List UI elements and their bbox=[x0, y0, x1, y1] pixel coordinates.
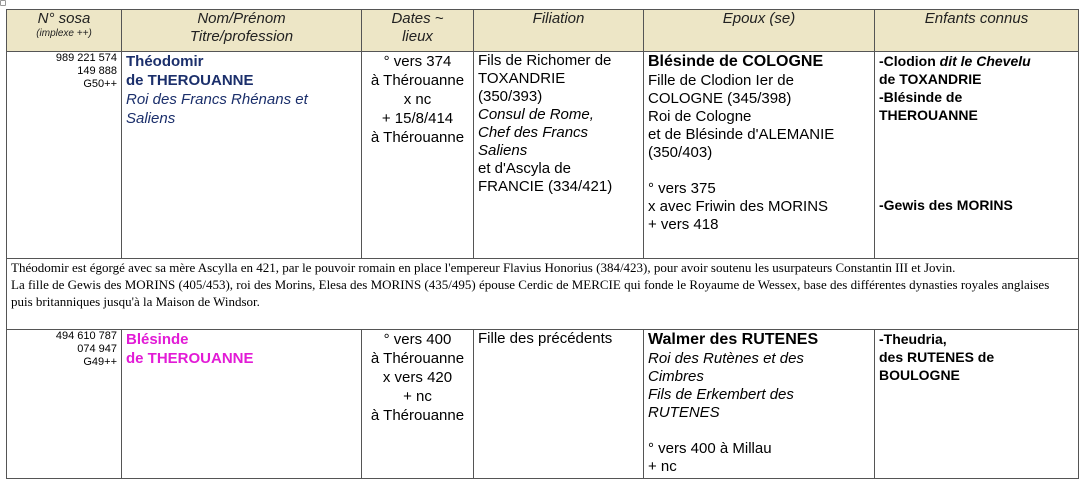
date-line: + 15/8/414 bbox=[381, 110, 454, 127]
header-epoux: Epoux (se) bbox=[644, 10, 875, 52]
spouse-line: + nc bbox=[648, 458, 677, 475]
spouse-name: Blésinde de COLOGNE bbox=[648, 53, 824, 70]
date-line: à Thérouanne bbox=[370, 350, 465, 367]
note-cell bbox=[7, 259, 1079, 330]
sosa-generation: G49++ bbox=[83, 356, 117, 368]
spouse-line: Fille de Clodion Ier de bbox=[648, 72, 794, 89]
date-line: ° vers 374 bbox=[383, 53, 452, 70]
dates-cell bbox=[362, 330, 474, 479]
filiation-line: Consul de Rome, bbox=[478, 106, 594, 123]
date-line: à Thérouanne bbox=[370, 407, 465, 424]
spouse-name: Walmer des RUTENES bbox=[648, 331, 819, 348]
spouse-line: et de Blésinde d'ALEMANIE bbox=[648, 126, 835, 143]
spouse-line: (350/403) bbox=[648, 144, 713, 161]
spouse-line: Cimbres bbox=[648, 368, 704, 385]
child-entry: THEROUANNE bbox=[879, 107, 978, 123]
table-anchor-marker bbox=[0, 0, 6, 6]
dates-cell bbox=[362, 52, 474, 259]
header-sosa: N° sosa (implexe ++) bbox=[7, 10, 122, 52]
header-enfants: Enfants connus bbox=[875, 10, 1079, 52]
filiation-line: TOXANDRIE bbox=[478, 70, 566, 87]
date-line: x nc bbox=[403, 91, 432, 108]
filiation-cell bbox=[474, 330, 644, 479]
name-cell bbox=[122, 330, 362, 479]
header-filiation: Filiation bbox=[474, 10, 644, 52]
spouse-line: Roi des Rutènes et des bbox=[648, 350, 804, 367]
note-paragraph: Théodomir est égorgé avec sa mère Ascylla en 421, par le pouvoir romain en place l'empereur Flavius Honorius (384/423), pour avoir soutenu les usurpateurs Constantin III et Jovin. bbox=[11, 260, 956, 275]
header-dates: Dates ~ lieux bbox=[362, 10, 474, 52]
spouse-line: Roi de Cologne bbox=[648, 108, 752, 125]
child-entry: de TOXANDRIE bbox=[879, 71, 982, 87]
sosa-number: 494 610 787 bbox=[55, 330, 117, 342]
note-paragraph: La fille de Gewis des MORINS (405/453), roi des Morins, Elesa des MORINS (435/495) épouse Cerdic de MERCIE qui fonde le Royaume de Wessex, base des différentes dynasties royales anglaises puis britanniques jusqu'à la Maison de Windsor. bbox=[11, 277, 1050, 309]
filiation-line: Fille des précédents bbox=[478, 330, 613, 347]
child-entry: des RUTENES de bbox=[879, 349, 995, 365]
enfants-cell bbox=[875, 52, 1079, 259]
date-line: x vers 420 bbox=[382, 369, 453, 386]
sosa-number: 149 888 bbox=[77, 65, 117, 77]
spouse-line: COLOGNE (345/398) bbox=[648, 90, 792, 107]
sosa-generation: G50++ bbox=[83, 78, 117, 90]
spouse-line: Fils de Erkembert des bbox=[648, 386, 794, 403]
genealogy-table bbox=[6, 9, 1079, 479]
spouse-line: ° vers 400 à Millau bbox=[648, 440, 772, 457]
enfants-cell bbox=[875, 330, 1079, 479]
date-line: + nc bbox=[403, 388, 432, 405]
sosa-number: 074 947 bbox=[77, 343, 117, 355]
table-row bbox=[7, 330, 1079, 479]
person-name: Théodomir bbox=[126, 53, 204, 70]
epoux-cell bbox=[644, 52, 875, 259]
table-row bbox=[7, 52, 1079, 259]
date-line: à Thérouanne bbox=[370, 72, 465, 89]
filiation-line: FRANCIE (334/421) bbox=[478, 178, 613, 195]
child-entry: BOULOGNE bbox=[879, 367, 960, 383]
note-row bbox=[7, 259, 1079, 330]
filiation-line: Fils de Richomer de bbox=[478, 52, 612, 69]
header-name: Nom/Prénom Titre/profession bbox=[122, 10, 362, 52]
sosa-cell bbox=[7, 330, 122, 479]
header-row bbox=[7, 10, 1079, 52]
sosa-number: 989 221 574 bbox=[55, 52, 117, 64]
child-entry: -Gewis des MORINS bbox=[879, 197, 1013, 213]
filiation-cell bbox=[474, 52, 644, 259]
epoux-cell bbox=[644, 330, 875, 479]
date-line: ° vers 400 bbox=[383, 331, 452, 348]
person-name: Blésinde bbox=[126, 331, 189, 348]
filiation-line: et d'Ascyla de bbox=[478, 160, 571, 177]
name-cell bbox=[122, 52, 362, 259]
spouse-line: x avec Friwin des MORINS bbox=[648, 198, 829, 215]
sosa-cell bbox=[7, 52, 122, 259]
person-title: Roi des Francs Rhénans et Saliens bbox=[126, 91, 308, 127]
spouse-line: RUTENES bbox=[648, 404, 720, 421]
spouse-line: + vers 418 bbox=[648, 216, 719, 233]
child-entry: -Clodion dit le Chevelu bbox=[879, 53, 1031, 69]
spouse-line: ° vers 375 bbox=[648, 180, 716, 197]
filiation-line: (350/393) bbox=[478, 88, 543, 105]
filiation-line: Saliens bbox=[478, 142, 528, 159]
child-entry: -Blésinde de bbox=[879, 89, 963, 105]
filiation-line: Chef des Francs bbox=[478, 124, 589, 141]
person-name: de THEROUANNE bbox=[126, 350, 254, 367]
date-line: à Thérouanne bbox=[370, 129, 465, 146]
person-name: de THEROUANNE bbox=[126, 72, 254, 89]
child-entry: -Theudria, bbox=[879, 331, 947, 347]
